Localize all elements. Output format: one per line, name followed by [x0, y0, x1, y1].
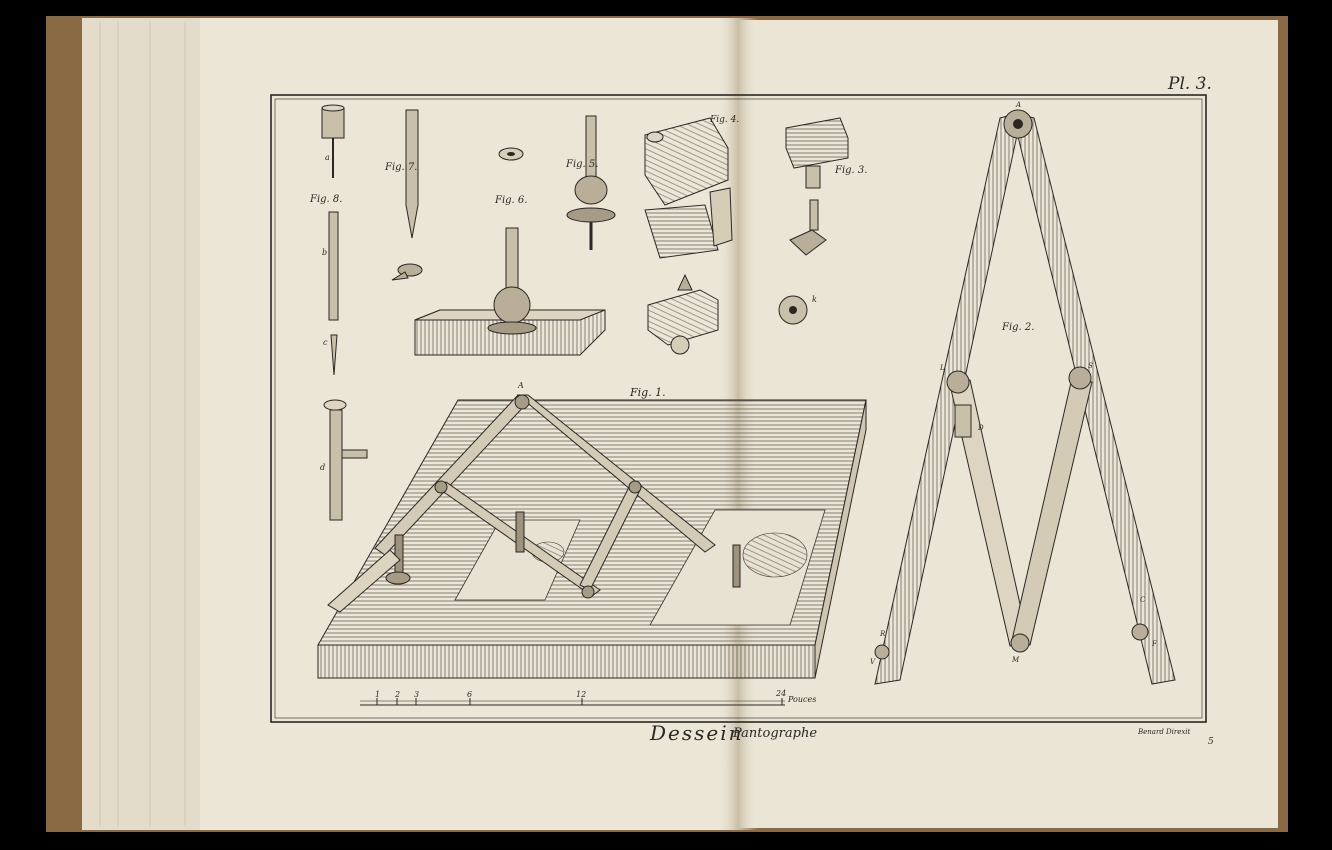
part-letter-b: b: [322, 248, 328, 257]
arm-letter-v: V: [870, 658, 876, 666]
arm-letter-s: S: [1088, 362, 1093, 370]
scale-tick-1: 1: [375, 690, 381, 699]
arm-letter-a: A: [1016, 101, 1022, 109]
plate-title-main: Dessein: [650, 721, 744, 745]
plate-title-sub: Pantographe: [733, 726, 818, 741]
page-stack-left: [82, 18, 212, 830]
arm-letter-f: F: [1152, 640, 1157, 648]
scale-tick-3: 3: [414, 690, 420, 699]
arm-letter-l: L: [940, 364, 945, 372]
engraver-credit: Benard Direxit: [1138, 728, 1191, 736]
part-letter-a: a: [325, 153, 330, 162]
scale-tick-12: 12: [576, 690, 587, 699]
part-letter-k: k: [812, 295, 817, 304]
arm-letter-m: M: [1012, 656, 1020, 664]
scale-tick-6: 6: [467, 690, 473, 699]
fig4-label: Fig. 4.: [710, 115, 740, 125]
fig5-label: Fig. 5.: [566, 159, 599, 170]
fig7-label: Fig. 7.: [385, 162, 418, 173]
arm-letter-r: R: [880, 630, 886, 638]
fig2-label: Fig. 2.: [1002, 322, 1035, 333]
part-letter-c: c: [323, 338, 328, 347]
plate-number: Pl. 3.: [1168, 74, 1212, 94]
page-number: 5: [1208, 737, 1214, 747]
arm-letter-c: C: [1140, 596, 1146, 604]
scale-tick-24: 24: [776, 689, 787, 698]
pivot-letter-a: A: [518, 381, 524, 390]
fig8-label: Fig. 8.: [310, 194, 343, 205]
part-letter-d: d: [320, 463, 326, 472]
arm-letter-d: D: [978, 424, 984, 432]
scale-tick-2: 2: [395, 690, 401, 699]
scale-unit: Pouces: [788, 695, 817, 704]
fig1-label: Fig. 1.: [630, 386, 666, 399]
fig3-label: Fig. 3.: [835, 165, 868, 176]
fig6-label: Fig. 6.: [495, 195, 528, 206]
